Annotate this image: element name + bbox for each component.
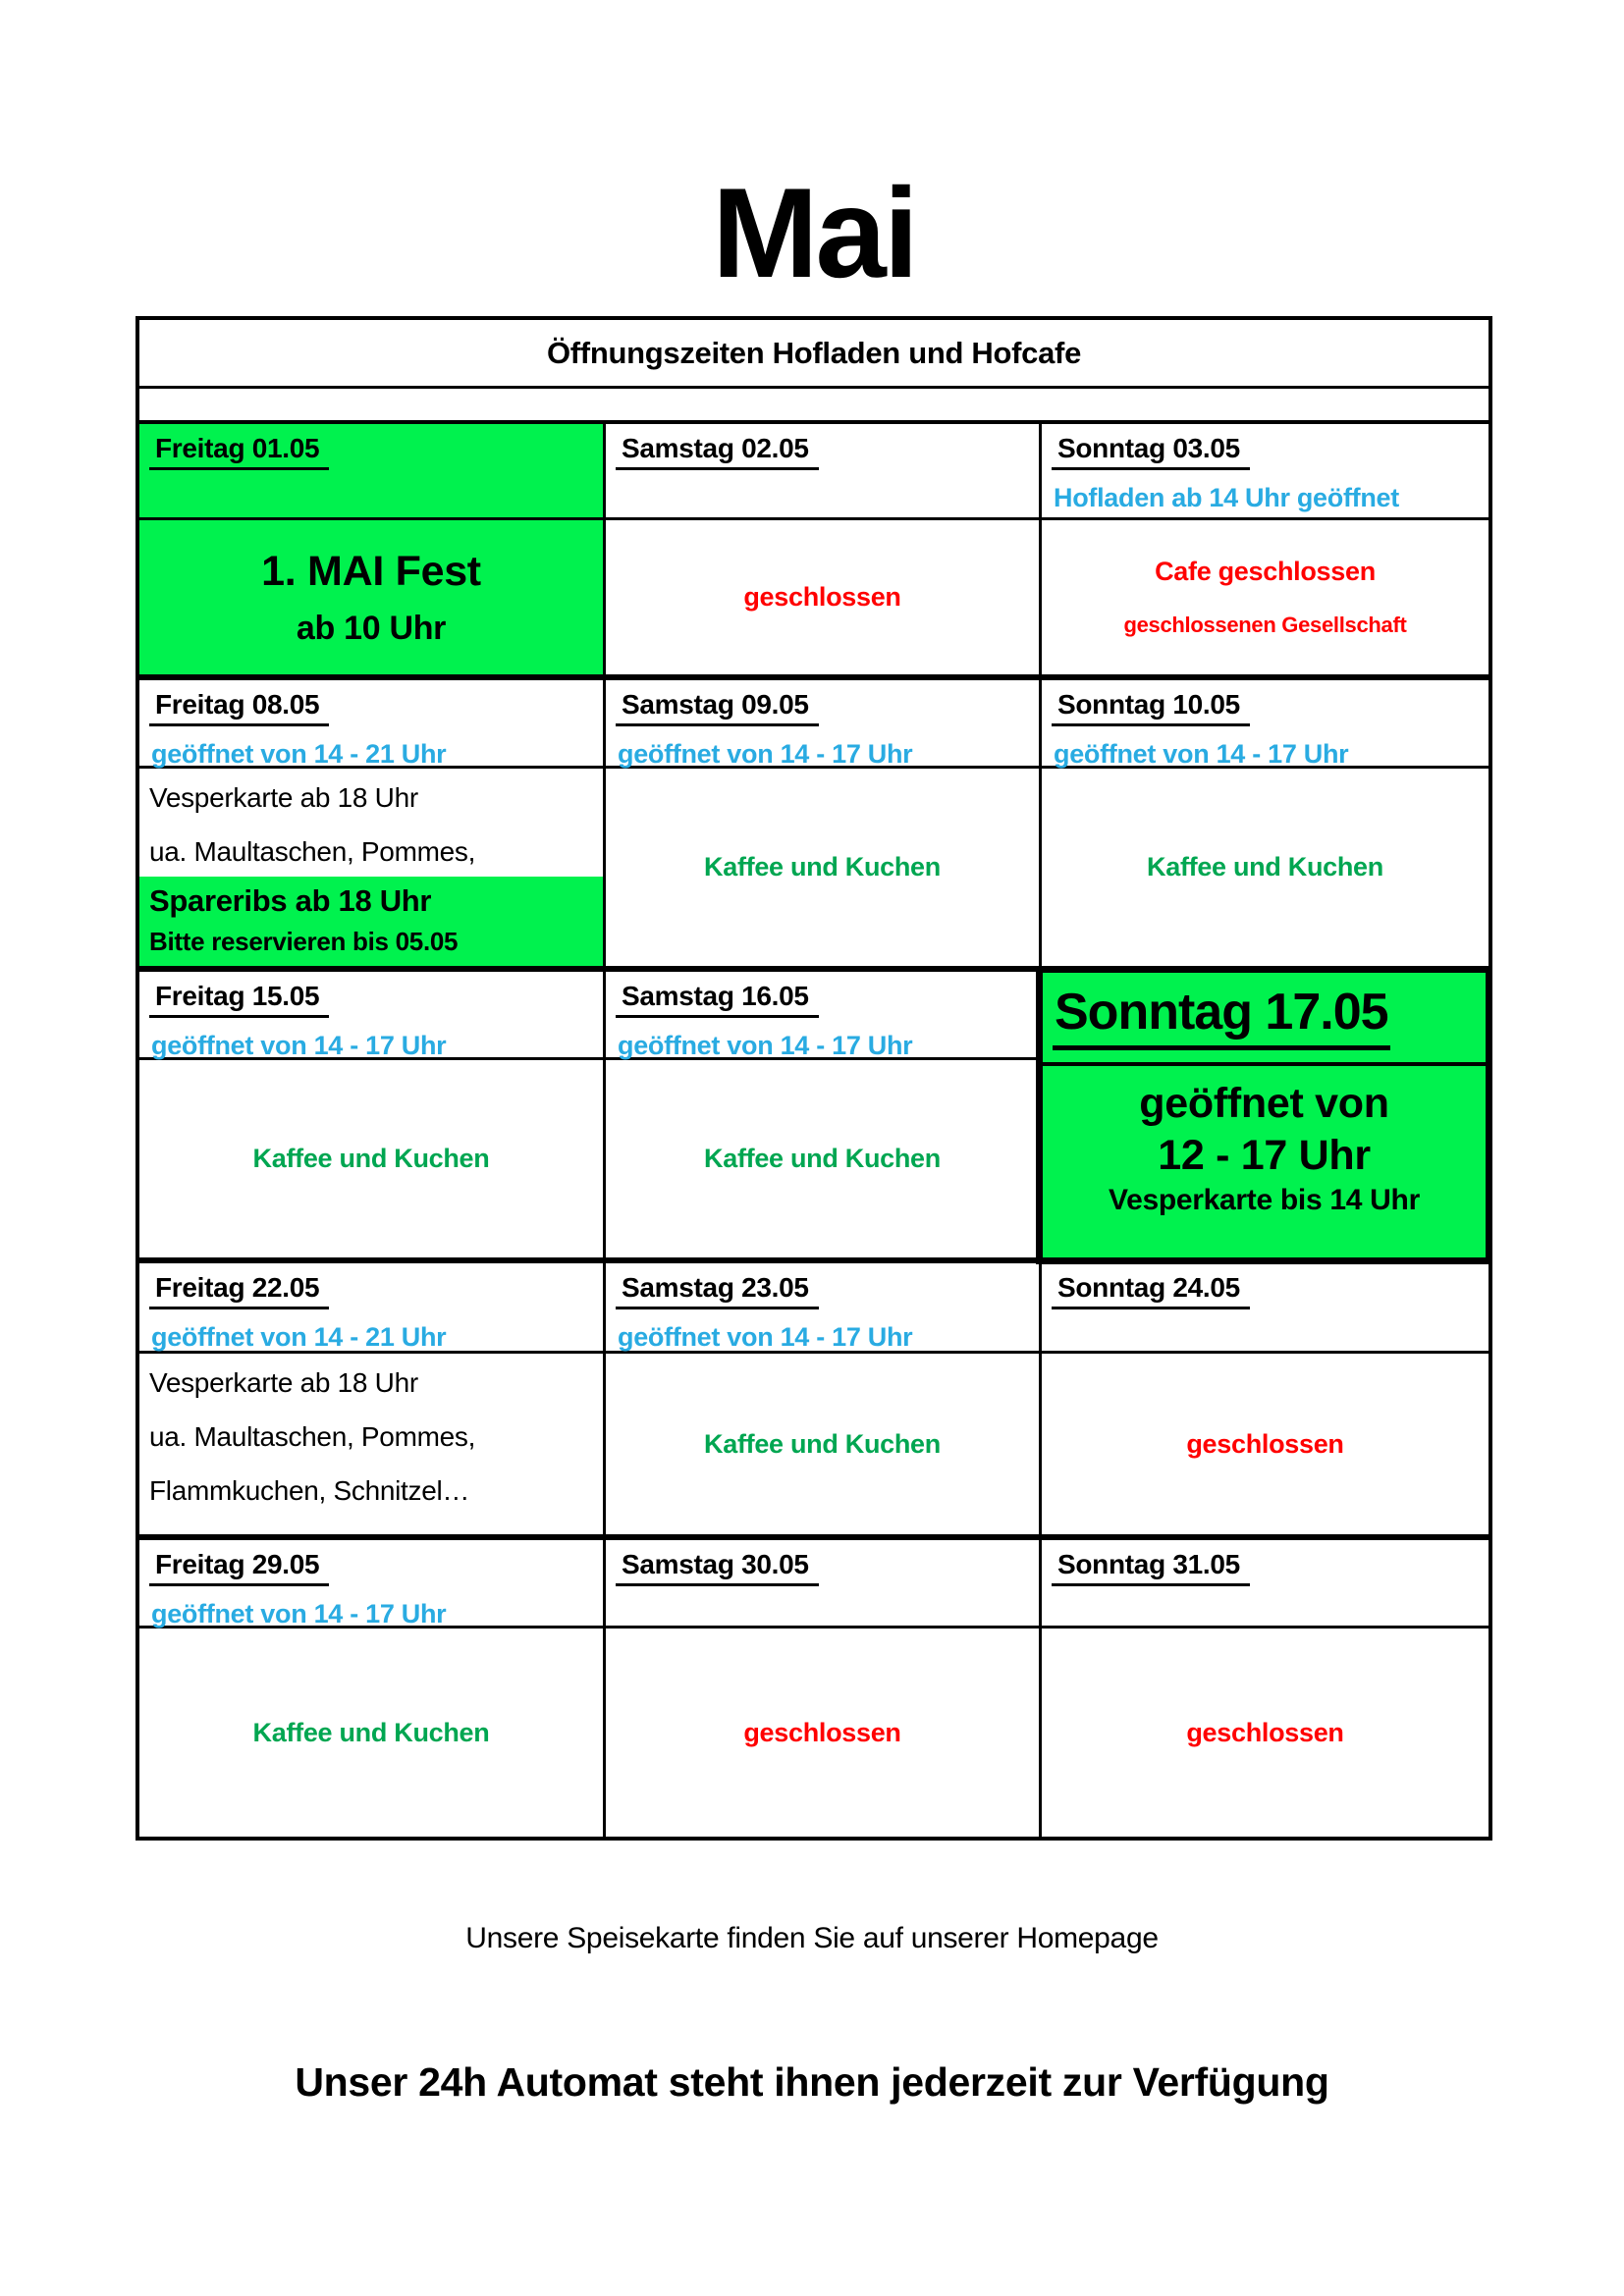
week5-friday-header <box>139 1540 603 1629</box>
table-empty-row <box>139 389 1489 424</box>
closed-status: geschlossen <box>743 582 901 612</box>
opening-hours-table <box>135 316 1492 1841</box>
week3-friday-content <box>139 1060 603 1257</box>
vesper-line: Vesperkarte ab 18 Uhr <box>149 782 418 813</box>
week1-sunday-header <box>1039 424 1489 520</box>
week4-saturday-day-label: Samstag 23.05 <box>616 1272 819 1309</box>
week3-sunday-highlight-cell <box>1036 966 1492 1264</box>
week3-sunday-content <box>1043 1066 1486 1257</box>
week3-sunday-day-label: Sonntag 17.05 <box>1053 983 1390 1050</box>
spareribs-highlight <box>139 877 603 966</box>
week-4-row <box>139 1263 1489 1540</box>
week2-sunday-header <box>1039 680 1489 769</box>
table-header-text: Öffnungszeiten Hofladen und Hofcafe <box>546 335 1082 370</box>
week4-friday-hours: geöffnet von 14 - 21 Uhr <box>151 1322 447 1352</box>
week4-sunday-content <box>1039 1354 1489 1534</box>
reservation-note: Bitte reservieren bis 05.05 <box>149 927 459 956</box>
page-title: Mai <box>712 161 916 304</box>
mai-fest-line: 1. MAI Fest <box>261 547 481 595</box>
week4-friday-header <box>139 1263 603 1354</box>
coffee-cake-status: Kaffee und Kuchen <box>704 852 941 881</box>
spareribs-line: Spareribs ab 18 Uhr <box>149 883 432 918</box>
week1-saturday-day-label: Samstag 02.05 <box>616 433 819 470</box>
week2-sunday-hours: geöffnet von 14 - 17 Uhr <box>1054 739 1349 769</box>
closed-company-note: geschlossenen Gesellschaft <box>1123 613 1407 637</box>
sunday17-hours-range: 12 - 17 Uhr <box>1158 1131 1371 1179</box>
week1-friday-content <box>139 520 603 674</box>
week2-friday-header <box>139 680 603 769</box>
week2-sunday-day-label: Sonntag 10.05 <box>1052 689 1250 726</box>
week4-sunday-header <box>1039 1263 1489 1354</box>
week5-saturday-content <box>603 1629 1039 1837</box>
coffee-cake-status: Kaffee und Kuchen <box>252 1144 490 1173</box>
week-2-row <box>139 680 1489 972</box>
coffee-cake-status: Kaffee und Kuchen <box>704 1428 941 1459</box>
week3-saturday-day-label: Samstag 16.05 <box>616 981 819 1018</box>
vending-machine-note: Unser 24h Automat steht ihnen jederzeit zur Verfügung <box>295 2059 1329 2105</box>
menu-homepage-note: Unsere Speisekarte finden Sie auf unserer Homepage <box>465 1922 1159 1954</box>
week3-sunday-header <box>1043 973 1486 1066</box>
week2-saturday-day-label: Samstag 09.05 <box>616 689 819 726</box>
week3-friday-day-label: Freitag 15.05 <box>149 981 329 1018</box>
week3-saturday-header <box>603 972 1039 1060</box>
week3-friday-header <box>139 972 603 1060</box>
week3-saturday-content <box>603 1060 1039 1257</box>
week2-friday-hours: geöffnet von 14 - 21 Uhr <box>151 739 447 769</box>
week5-friday-content <box>139 1629 603 1837</box>
coffee-cake-status: Kaffee und Kuchen <box>704 1144 941 1173</box>
sunday17-hours-line: geöffnet von <box>1139 1079 1389 1127</box>
coffee-cake-status: Kaffee und Kuchen <box>1147 852 1383 881</box>
closed-status: geschlossen <box>743 1717 901 1747</box>
coffee-cake-status: Kaffee und Kuchen <box>252 1717 490 1747</box>
week1-friday-header <box>139 424 603 520</box>
vesper-line: ua. Maultaschen, Pommes, <box>149 836 476 867</box>
week1-sunday-hours: Hofladen ab 14 Uhr geöffnet <box>1054 483 1399 512</box>
week3-friday-hours: geöffnet von 14 - 17 Uhr <box>151 1031 447 1060</box>
week4-saturday-header <box>603 1263 1039 1354</box>
week2-sunday-content <box>1039 769 1489 966</box>
week1-saturday-content <box>603 520 1039 674</box>
week4-saturday-hours: geöffnet von 14 - 17 Uhr <box>618 1322 913 1352</box>
week-1-row <box>139 424 1489 680</box>
week-5-row <box>139 1540 1489 1837</box>
week3-saturday-hours: geöffnet von 14 - 17 Uhr <box>618 1031 913 1060</box>
week4-friday-content <box>139 1354 603 1534</box>
week1-friday-day-label: Freitag 01.05 <box>149 433 329 470</box>
week4-sunday-day-label: Sonntag 24.05 <box>1052 1272 1250 1309</box>
table-header <box>139 320 1489 389</box>
vesper-line: ua. Maultaschen, Pommes, <box>149 1421 476 1452</box>
week5-friday-hours: geöffnet von 14 - 17 Uhr <box>151 1599 447 1629</box>
week5-sunday-header <box>1039 1540 1489 1629</box>
week-3-row <box>139 972 1489 1263</box>
week1-sunday-day-label: Sonntag 03.05 <box>1052 433 1250 470</box>
week5-sunday-day-label: Sonntag 31.05 <box>1052 1549 1250 1586</box>
week2-friday-day-label: Freitag 08.05 <box>149 689 329 726</box>
week1-sunday-content <box>1039 520 1489 674</box>
vesper-line: Vesperkarte ab 18 Uhr <box>149 1367 418 1398</box>
cafe-closed-status: Cafe geschlossen <box>1155 557 1376 586</box>
week1-saturday-header <box>603 424 1039 520</box>
week2-friday-content <box>139 769 603 966</box>
sunday17-vesper-note: Vesperkarte bis 14 Uhr <box>1109 1183 1420 1216</box>
week2-saturday-header <box>603 680 1039 769</box>
mai-fest-time: ab 10 Uhr <box>296 609 447 647</box>
week4-saturday-content <box>603 1354 1039 1534</box>
week4-friday-day-label: Freitag 22.05 <box>149 1272 329 1309</box>
week2-saturday-content <box>603 769 1039 966</box>
closed-status: geschlossen <box>1186 1717 1344 1747</box>
vesper-line: Flammkuchen, Schnitzel… <box>149 1475 470 1506</box>
week2-saturday-hours: geöffnet von 14 - 17 Uhr <box>618 739 913 769</box>
week5-saturday-day-label: Samstag 30.05 <box>616 1549 819 1586</box>
closed-status: geschlossen <box>1186 1428 1344 1459</box>
week5-saturday-header <box>603 1540 1039 1629</box>
week5-friday-day-label: Freitag 29.05 <box>149 1549 329 1586</box>
week5-sunday-content <box>1039 1629 1489 1837</box>
